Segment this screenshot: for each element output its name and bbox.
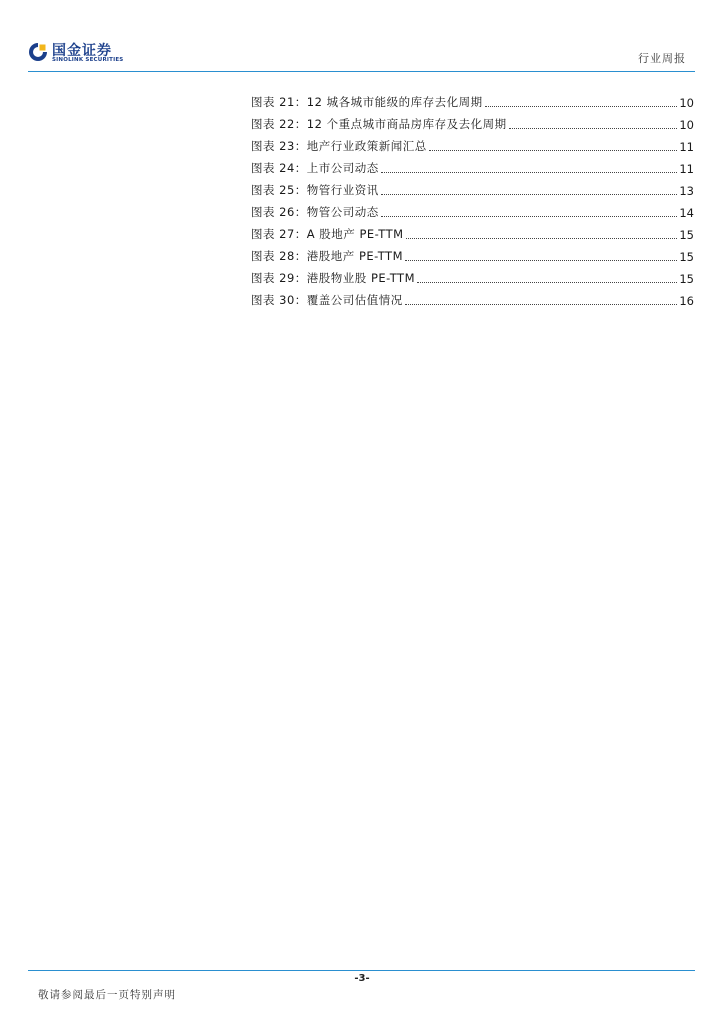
disclaimer-text: 敬请参阅最后一页特别声明 <box>38 989 176 1001</box>
toc-entry[interactable] <box>251 132 694 154</box>
toc-entry-page: 15 <box>679 228 694 242</box>
toc-leader-dots <box>406 238 678 239</box>
toc-leader-dots <box>405 260 677 261</box>
toc-leader-dots <box>509 128 678 129</box>
page-number: -3- <box>354 973 370 984</box>
toc-entry-page: 11 <box>679 140 694 154</box>
toc-leader-dots <box>381 172 678 173</box>
toc-entry-label: 图表 25：物管行业资讯 <box>251 183 379 197</box>
toc-entry-label: 图表 24：上市公司动态 <box>251 161 379 175</box>
toc-entry-label: 图表 21：12 城各城市能级的库存去化周期 <box>251 95 483 109</box>
toc-entry[interactable] <box>251 198 694 220</box>
toc-leader-dots <box>417 282 677 283</box>
logo-chinese-name: 国金证券 <box>52 43 112 59</box>
toc-entry-label: 图表 30：覆盖公司估值情况 <box>251 293 403 307</box>
report-type: 行业周报 <box>638 52 686 65</box>
toc-entry-page: 15 <box>679 272 694 286</box>
toc-entry-label: 图表 26：物管公司动态 <box>251 205 379 219</box>
toc-entry-label: 图表 29：港股物业股 PE-TTM <box>251 271 416 285</box>
toc-entry-page: 10 <box>679 96 694 110</box>
toc-leader-dots <box>381 194 678 195</box>
logo-english-name: SINOLINK SECURITIES <box>52 57 124 63</box>
toc-entry[interactable] <box>251 286 694 308</box>
toc-entry-page: 13 <box>679 184 694 198</box>
toc-leader-dots <box>485 106 678 107</box>
toc-leader-dots <box>405 304 678 305</box>
page-header <box>0 0 724 72</box>
toc-entry[interactable] <box>251 220 694 242</box>
toc-entry[interactable] <box>251 264 694 286</box>
toc-entry-label: 图表 28：港股地产 PE-TTM <box>251 249 404 263</box>
toc-entry-label: 图表 27：A 股地产 PE-TTM <box>251 227 404 241</box>
footer-divider <box>28 970 695 971</box>
toc-entry-label: 图表 23：地产行业政策新闻汇总 <box>251 139 427 153</box>
toc-entry[interactable] <box>251 154 694 176</box>
header-divider <box>28 71 695 72</box>
toc-entry[interactable] <box>251 110 694 132</box>
toc-entry[interactable] <box>251 242 694 264</box>
toc-entry-page: 15 <box>679 250 694 264</box>
toc-entry[interactable] <box>251 176 694 198</box>
toc-entry[interactable] <box>251 88 694 110</box>
toc-entry-page: 14 <box>679 206 694 220</box>
toc-entry-page: 16 <box>679 294 694 308</box>
toc-entry-page: 10 <box>679 118 694 132</box>
logo-mark-icon <box>28 42 48 62</box>
toc-leader-dots <box>429 150 678 151</box>
toc-leader-dots <box>381 216 678 217</box>
sinolink-logo <box>28 40 138 68</box>
toc-entry-page: 11 <box>679 162 694 176</box>
figure-toc-list <box>251 88 694 308</box>
toc-entry-label: 图表 22：12 个重点城市商品房库存及去化周期 <box>251 117 507 131</box>
